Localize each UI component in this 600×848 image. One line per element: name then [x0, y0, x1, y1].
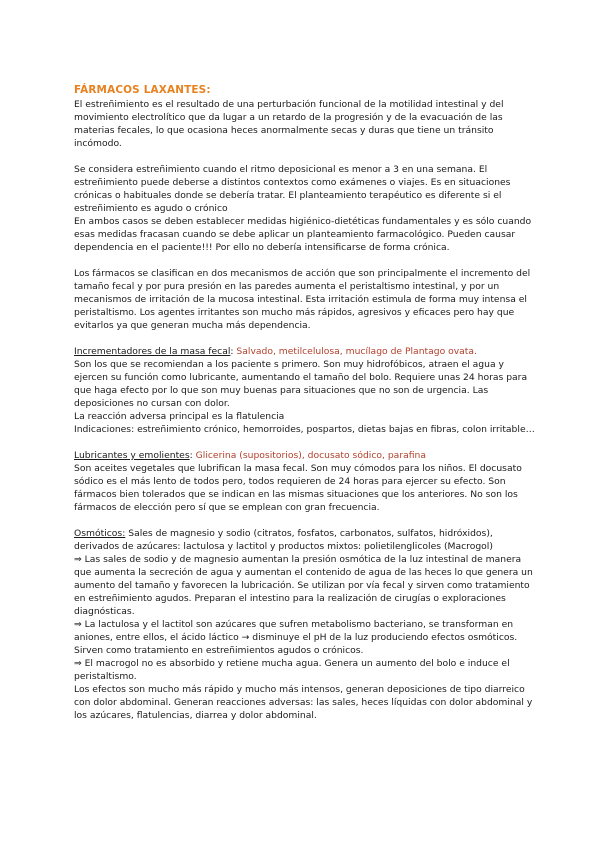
osmotics-point-salts-text: Las sales de sodio y de magnesio aumentan la presión osmótica de la luz intestinal de manera que aumenta la secreción de agua y aumentan el contenido de agua de las heces lo que genera un aumento del tamaño y favorecen la lubricación. Se utilizan por vía fecal y sirven como tratamiento en estreñimiento agudos. Preparan el intestino para la realización de cirugías o exploraciones diagnósticas. — [74, 554, 533, 617]
osmotics-section-heading-line — [74, 527, 540, 553]
osmotics-heading: Osmóticos: — [74, 528, 126, 539]
spacer — [74, 150, 540, 163]
osmotics-intro: Sales de magnesio y sodio (citratos, fosfatos, carbonatos, sulfatos, hidróxidos), derivados de azúcares: lactulosa y lactitol y productos mixtos: polietilenglicoles (Macrogol) — [74, 528, 493, 552]
lubricants-heading: Lubricantes y emolientes — [74, 450, 190, 461]
spacer — [74, 332, 540, 345]
bulk-examples: Salvado, metilcelulosa, mucílago de Plantago ovata. — [233, 346, 477, 357]
intro-paragraph: El estreñimiento es el resultado de una perturbación funcional de la motilidad intestinal y del movimiento electrolítico que da lugar a un retardo de la progresión y de la evacuación de las materias fecales, lo que ocasiona heces anormalmente secas y duras que tiene un tránsito incómodo. — [74, 99, 504, 149]
document-title: FÁRMACOS LAXANTES: — [74, 84, 211, 96]
osmotics-point-macrogol — [74, 657, 540, 683]
arrow-right-icon: ⇒ — [74, 554, 82, 565]
lubricants-examples: Glicerina (supositorios), docusato sódico, parafina — [192, 450, 426, 461]
lubricants-description: Son aceites vegetales que lubrifican la masa fecal. Son muy cómodos para los niños. El docusato sódico es el más lento de todos pero, todos requieren de 24 horas para ejercer su efecto. Son fármacos bien tolerados que se indican en las mismas situaciones que los anteriores. No son los fármacos de elección pero sí que se emplean con gran frecuencia. — [74, 463, 522, 513]
spacer — [74, 514, 540, 527]
bulk-indications: Indicaciones: estreñimiento crónico, hemorroides, pospartos, dietas bajas en fibras, colon irritable… — [74, 424, 535, 435]
osmotics-point-macrogol-text: El macrogol no es absorbido y retiene mucha agua. Genera un aumento del bolo e induce el peristaltismo. — [74, 658, 510, 682]
lubricants-section-heading-line — [74, 449, 540, 462]
osmotics-point-sugars — [74, 618, 540, 657]
bulk-section-heading-line — [74, 345, 540, 358]
bulk-heading-colon: : — [230, 346, 234, 357]
bulk-heading: Incrementadores de la masa fecal — [74, 346, 231, 357]
definition-paragraph: Se considera estreñimiento cuando el ritmo deposicional es menor a 3 en una semana. El estreñimiento puede deberse a distintos contextos como exámenes o viajes. Es en situaciones crónicas o habituales donde se debería tratar. El planteamiento terapéutico es diferente si el estreñimiento es agudo o crónico — [74, 164, 511, 214]
arrow-right-icon: ⇒ — [74, 658, 82, 669]
bulk-adverse: La reacción adversa principal es la flatulencia — [74, 411, 285, 422]
measures-paragraph: En ambos casos se deben establecer medidas higiénico-dietéticas fundamentales y es sólo cuando esas medidas fracasan cuando se debe aplicar un planteamiento farmacológico. Pueden causar dependencia en el paciente!!! Por ello no debería intensificarse de forma crónica. — [74, 216, 532, 253]
lubricants-heading-colon: : — [189, 450, 193, 461]
spacer — [74, 436, 540, 449]
osmotics-effects: Los efectos son mucho más rápido y mucho más intensos, generan deposiciones de tipo diarreico con dolor abdominal. Generan reacciones adversas: las sales, heces líquidas con dolor abdominal y los azúcares, flatulencias, diarrea y dolor abdominal. — [74, 684, 533, 721]
arrow-right-icon: ⇒ — [74, 619, 82, 630]
spacer — [74, 254, 540, 267]
classification-paragraph: Los fármacos se clasifican en dos mecanismos de acción que son principalmente el incremento del tamaño fecal y por pura presión en las paredes aumenta el peristaltismo intestinal, y por un mecanismos de irritación de la mucosa intestinal. Esta irritación estimula de forma muy intensa el peristaltismo. Los agentes irritantes son mucho más rápidos, agresivos y eficaces pero hay que evitarlos ya que generan mucha más dependencia. — [74, 268, 531, 331]
bulk-description: Son los que se recomiendan a los paciente s primero. Son muy hidrofóbicos, atraen el agua y ejercen su función como lubricante, aumentando el tamaño del bolo. Requiere unas 24 horas para que haga efecto por lo que son muy buenas para situaciones que no son de urgencia. Las deposiciones no cursan con dolor. — [74, 359, 528, 409]
osmotics-point-salts — [74, 553, 540, 618]
osmotics-point-sugars-text: La lactulosa y el lactitol son azúcares que sufren metabolismo bacteriano, se transforman en aniones, entre ellos, el ácido láctico → disminuye el pH de la luz produciendo efectos osmóticos. Sirven como tratamiento en estreñimientos agudos o crónicos. — [74, 619, 518, 656]
